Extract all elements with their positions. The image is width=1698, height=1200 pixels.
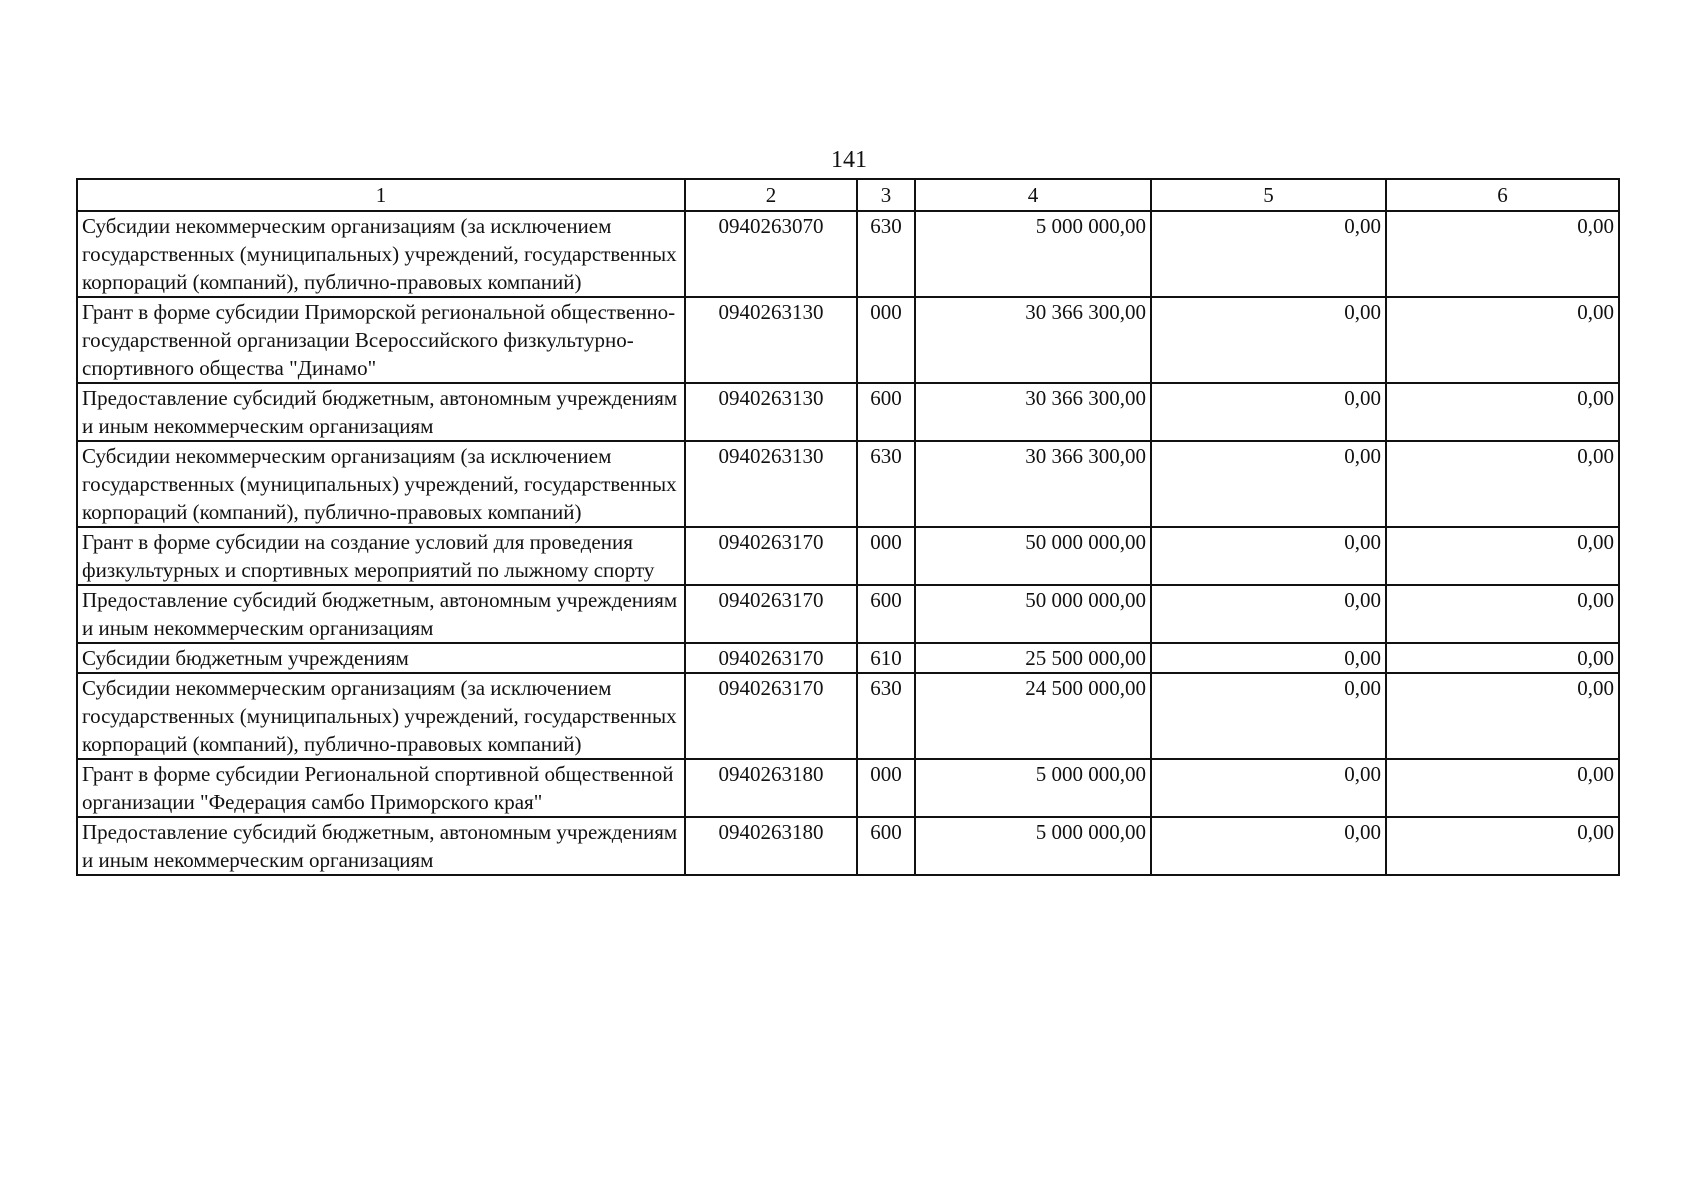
row-type: 610	[857, 643, 915, 673]
row-type: 600	[857, 585, 915, 643]
row-amount-col4: 24 500 000,00	[915, 673, 1151, 759]
row-amount-col4: 30 366 300,00	[915, 297, 1151, 383]
row-type: 000	[857, 527, 915, 585]
row-code: 0940263170	[685, 643, 857, 673]
table-row	[77, 441, 1619, 527]
row-amount-col4: 5 000 000,00	[915, 817, 1151, 875]
row-amount-col6: 0,00	[1386, 643, 1619, 673]
budget-table	[76, 178, 1620, 876]
row-amount-col4: 5 000 000,00	[915, 759, 1151, 817]
row-amount-col6: 0,00	[1386, 673, 1619, 759]
column-header-5: 5	[1151, 179, 1386, 211]
table-row	[77, 817, 1619, 875]
row-name: Грант в форме субсидии на создание условий для проведения физкультурных и спортивных мероприятий по лыжному спорту	[77, 527, 685, 585]
row-amount-col4: 30 366 300,00	[915, 441, 1151, 527]
row-amount-col4: 5 000 000,00	[915, 211, 1151, 297]
row-amount-col6: 0,00	[1386, 817, 1619, 875]
row-code: 0940263180	[685, 817, 857, 875]
row-type: 600	[857, 817, 915, 875]
column-header-4: 4	[915, 179, 1151, 211]
table-row	[77, 297, 1619, 383]
row-name: Субсидии некоммерческим организациям (за исключением государственных (муниципальных) учреждений, государственных корпораций (компаний), публично-правовых компаний)	[77, 673, 685, 759]
row-type: 630	[857, 673, 915, 759]
row-name: Предоставление субсидий бюджетным, автономным учреждениям и иным некоммерческим организациям	[77, 817, 685, 875]
row-name: Грант в форме субсидии Приморской региональной общественно-государственной организации Всероссийского физкультурно-спортивного общества "Динамо"	[77, 297, 685, 383]
table-row	[77, 211, 1619, 297]
row-code: 0940263130	[685, 441, 857, 527]
page-number: 141	[831, 147, 867, 173]
row-amount-col5: 0,00	[1151, 643, 1386, 673]
row-type: 600	[857, 383, 915, 441]
row-name: Предоставление субсидий бюджетным, автономным учреждениям и иным некоммерческим организациям	[77, 383, 685, 441]
table-row	[77, 759, 1619, 817]
row-name: Предоставление субсидий бюджетным, автономным учреждениям и иным некоммерческим организациям	[77, 585, 685, 643]
table-row	[77, 383, 1619, 441]
column-header-3: 3	[857, 179, 915, 211]
row-amount-col5: 0,00	[1151, 211, 1386, 297]
row-type: 630	[857, 211, 915, 297]
row-code: 0940263130	[685, 383, 857, 441]
row-amount-col6: 0,00	[1386, 527, 1619, 585]
row-amount-col6: 0,00	[1386, 585, 1619, 643]
row-code: 0940263070	[685, 211, 857, 297]
row-code: 0940263180	[685, 759, 857, 817]
row-type: 630	[857, 441, 915, 527]
row-amount-col6: 0,00	[1386, 211, 1619, 297]
row-name: Субсидии некоммерческим организациям (за исключением государственных (муниципальных) учреждений, государственных корпораций (компаний), публично-правовых компаний)	[77, 441, 685, 527]
column-header-1: 1	[77, 179, 685, 211]
row-amount-col4: 25 500 000,00	[915, 643, 1151, 673]
column-header-6: 6	[1386, 179, 1619, 211]
table-row	[77, 585, 1619, 643]
row-amount-col5: 0,00	[1151, 383, 1386, 441]
row-amount-col5: 0,00	[1151, 527, 1386, 585]
row-code: 0940263130	[685, 297, 857, 383]
row-name: Субсидии некоммерческим организациям (за исключением государственных (муниципальных) учреждений, государственных корпораций (компаний), публично-правовых компаний)	[77, 211, 685, 297]
row-amount-col4: 50 000 000,00	[915, 527, 1151, 585]
row-name: Грант в форме субсидии Региональной спортивной общественной организации "Федерация самбо Приморского края"	[77, 759, 685, 817]
row-amount-col5: 0,00	[1151, 673, 1386, 759]
row-code: 0940263170	[685, 527, 857, 585]
table-header-row	[77, 179, 1619, 211]
row-name: Субсидии бюджетным учреждениям	[77, 643, 685, 673]
row-code: 0940263170	[685, 673, 857, 759]
row-amount-col5: 0,00	[1151, 817, 1386, 875]
row-amount-col4: 50 000 000,00	[915, 585, 1151, 643]
row-amount-col6: 0,00	[1386, 759, 1619, 817]
row-amount-col5: 0,00	[1151, 585, 1386, 643]
row-amount-col5: 0,00	[1151, 759, 1386, 817]
table-row	[77, 673, 1619, 759]
column-header-2: 2	[685, 179, 857, 211]
row-amount-col5: 0,00	[1151, 297, 1386, 383]
row-code: 0940263170	[685, 585, 857, 643]
row-amount-col6: 0,00	[1386, 383, 1619, 441]
table-row	[77, 527, 1619, 585]
row-amount-col6: 0,00	[1386, 297, 1619, 383]
row-type: 000	[857, 759, 915, 817]
row-amount-col6: 0,00	[1386, 441, 1619, 527]
row-amount-col5: 0,00	[1151, 441, 1386, 527]
table-row	[77, 643, 1619, 673]
row-amount-col4: 30 366 300,00	[915, 383, 1151, 441]
row-type: 000	[857, 297, 915, 383]
